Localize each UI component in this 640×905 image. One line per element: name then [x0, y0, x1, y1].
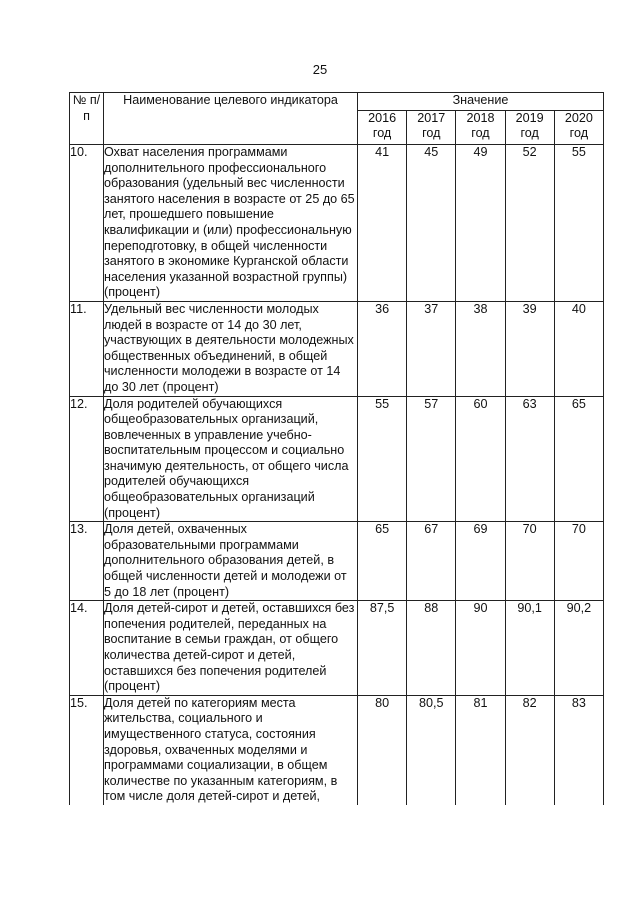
value-2016: 87,5: [358, 601, 407, 696]
value-2019: 70: [505, 522, 554, 601]
value-2019: 82: [505, 695, 554, 805]
value-2017: 67: [407, 522, 456, 601]
row-number: 10.: [70, 145, 104, 302]
value-2017: 57: [407, 396, 456, 522]
row-number: 15.: [70, 695, 104, 805]
header-year: 2016 год: [358, 111, 407, 145]
header-year: 2020 год: [554, 111, 603, 145]
value-2017: 37: [407, 301, 456, 396]
value-2019: 90,1: [505, 601, 554, 696]
value-2016: 55: [358, 396, 407, 522]
table-row: [70, 522, 604, 601]
value-2020: 70: [554, 522, 603, 601]
row-number: 13.: [70, 522, 104, 601]
table-header-row: [70, 93, 604, 111]
table-row: [70, 145, 604, 302]
value-2020: 83: [554, 695, 603, 805]
table-row: [70, 695, 604, 805]
value-2018: 38: [456, 301, 505, 396]
value-2017: 45: [407, 145, 456, 302]
value-2017: 88: [407, 601, 456, 696]
header-year: 2017 год: [407, 111, 456, 145]
header-number: № п/п: [70, 93, 104, 145]
value-2018: 81: [456, 695, 505, 805]
value-2016: 36: [358, 301, 407, 396]
header-indicator-name: Наименование целевого индикатора: [104, 93, 358, 145]
header-year: 2019 год: [505, 111, 554, 145]
header-value: Значение: [358, 93, 604, 111]
value-2018: 69: [456, 522, 505, 601]
indicator-name: Доля детей по категориям места жительства, социального и имущественного статуса, состояния здоровья, охваченных моделями и программами социализации, в общем количестве по указанным категориям, в том числе доля детей-сирот и детей,: [104, 695, 358, 805]
value-2017: 80,5: [407, 695, 456, 805]
table-row: [70, 601, 604, 696]
value-2019: 39: [505, 301, 554, 396]
row-number: 14.: [70, 601, 104, 696]
indicator-name: Удельный вес численности молодых людей в возрасте от 14 до 30 лет, участвующих в деятельности молодежных общественных объединений, в общей численности молодежи в возрасте от 14 до 30 лет (процент): [104, 301, 358, 396]
value-2016: 41: [358, 145, 407, 302]
indicator-name: Доля родителей обучающихся общеобразовательных организаций, вовлеченных в управление учебно-воспитательным процессом и социально значимую деятельность, от общего числа родителей обучающихся общеобразовательных организаций (процент): [104, 396, 358, 522]
table-row: [70, 396, 604, 522]
indicator-name: Доля детей-сирот и детей, оставшихся без попечения родителей, переданных на воспитание в семьи граждан, от общего количества детей-сирот и детей, оставшихся без попечения родителей (процент): [104, 601, 358, 696]
row-number: 12.: [70, 396, 104, 522]
value-2019: 63: [505, 396, 554, 522]
indicator-name: Доля детей, охваченных образовательными программами дополнительного образования детей, в общей численности детей и молодежи от 5 до 18 лет (процент): [104, 522, 358, 601]
value-2019: 52: [505, 145, 554, 302]
value-2016: 65: [358, 522, 407, 601]
header-year: 2018 год: [456, 111, 505, 145]
value-2020: 90,2: [554, 601, 603, 696]
value-2016: 80: [358, 695, 407, 805]
table-row: [70, 301, 604, 396]
value-2018: 60: [456, 396, 505, 522]
row-number: 11.: [70, 301, 104, 396]
page-number: 25: [312, 62, 328, 77]
value-2020: 65: [554, 396, 603, 522]
indicator-name: Охват населения программами дополнительного профессионального образования (удельный вес численности занятого населения в возрасте от 25 до 65 лет, прошедшего повышение квалификации и (или) профессиональную переподготовку, в общей численности занятого в экономике Курганской области населения указанной возрастной группы) (процент): [104, 145, 358, 302]
value-2018: 49: [456, 145, 505, 302]
indicators-table: [69, 92, 604, 805]
value-2020: 40: [554, 301, 603, 396]
value-2020: 55: [554, 145, 603, 302]
value-2018: 90: [456, 601, 505, 696]
